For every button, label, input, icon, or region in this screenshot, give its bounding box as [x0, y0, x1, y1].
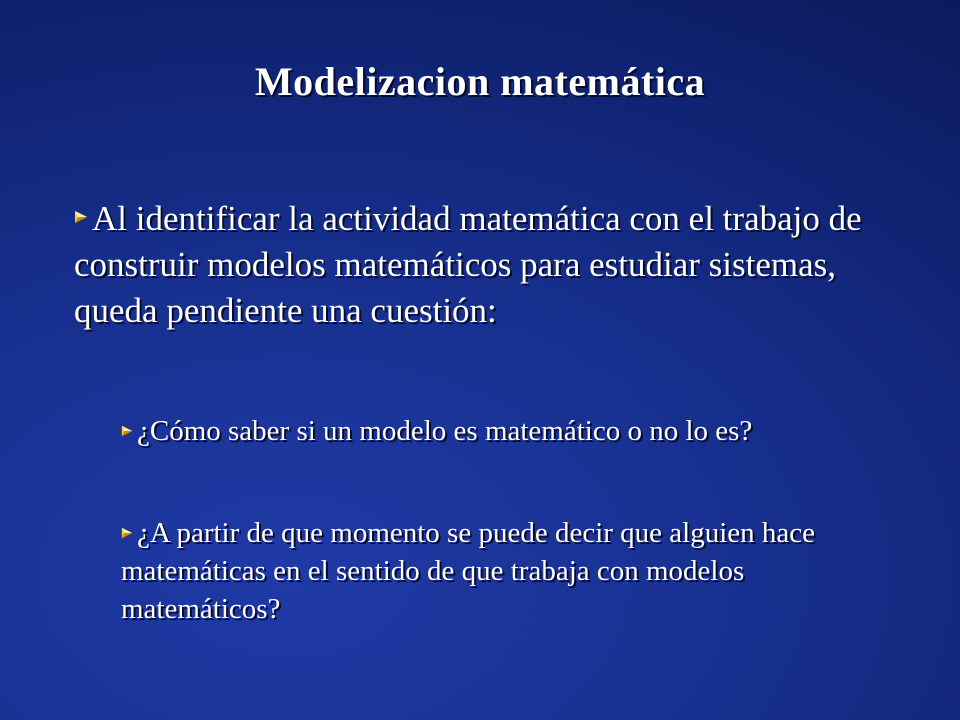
arrow-bullet-icon — [74, 210, 88, 224]
arrow-bullet-icon — [121, 425, 133, 437]
bullet-sub-2 — [121, 514, 901, 628]
slide-title: Modelizacion matemática — [254, 59, 706, 104]
arrow-bullet-icon — [121, 527, 133, 539]
bullet-main-text: Al identificar la actividad matemática con el trabajo de construir modelos matemáticos para estudiar sistemas, queda pendiente una cuestión: — [74, 199, 862, 330]
bullet-main — [74, 196, 894, 334]
bullet-sub-1 — [121, 412, 901, 450]
bullet-sub-1-text: ¿Cómo saber si un modelo es matemático o no lo es? — [137, 415, 753, 447]
bullet-sub-2-text: ¿A partir de que momento se puede decir que alguien hace matemáticas en el sentido de que trabaja con modelos matemáticos? — [121, 517, 816, 625]
